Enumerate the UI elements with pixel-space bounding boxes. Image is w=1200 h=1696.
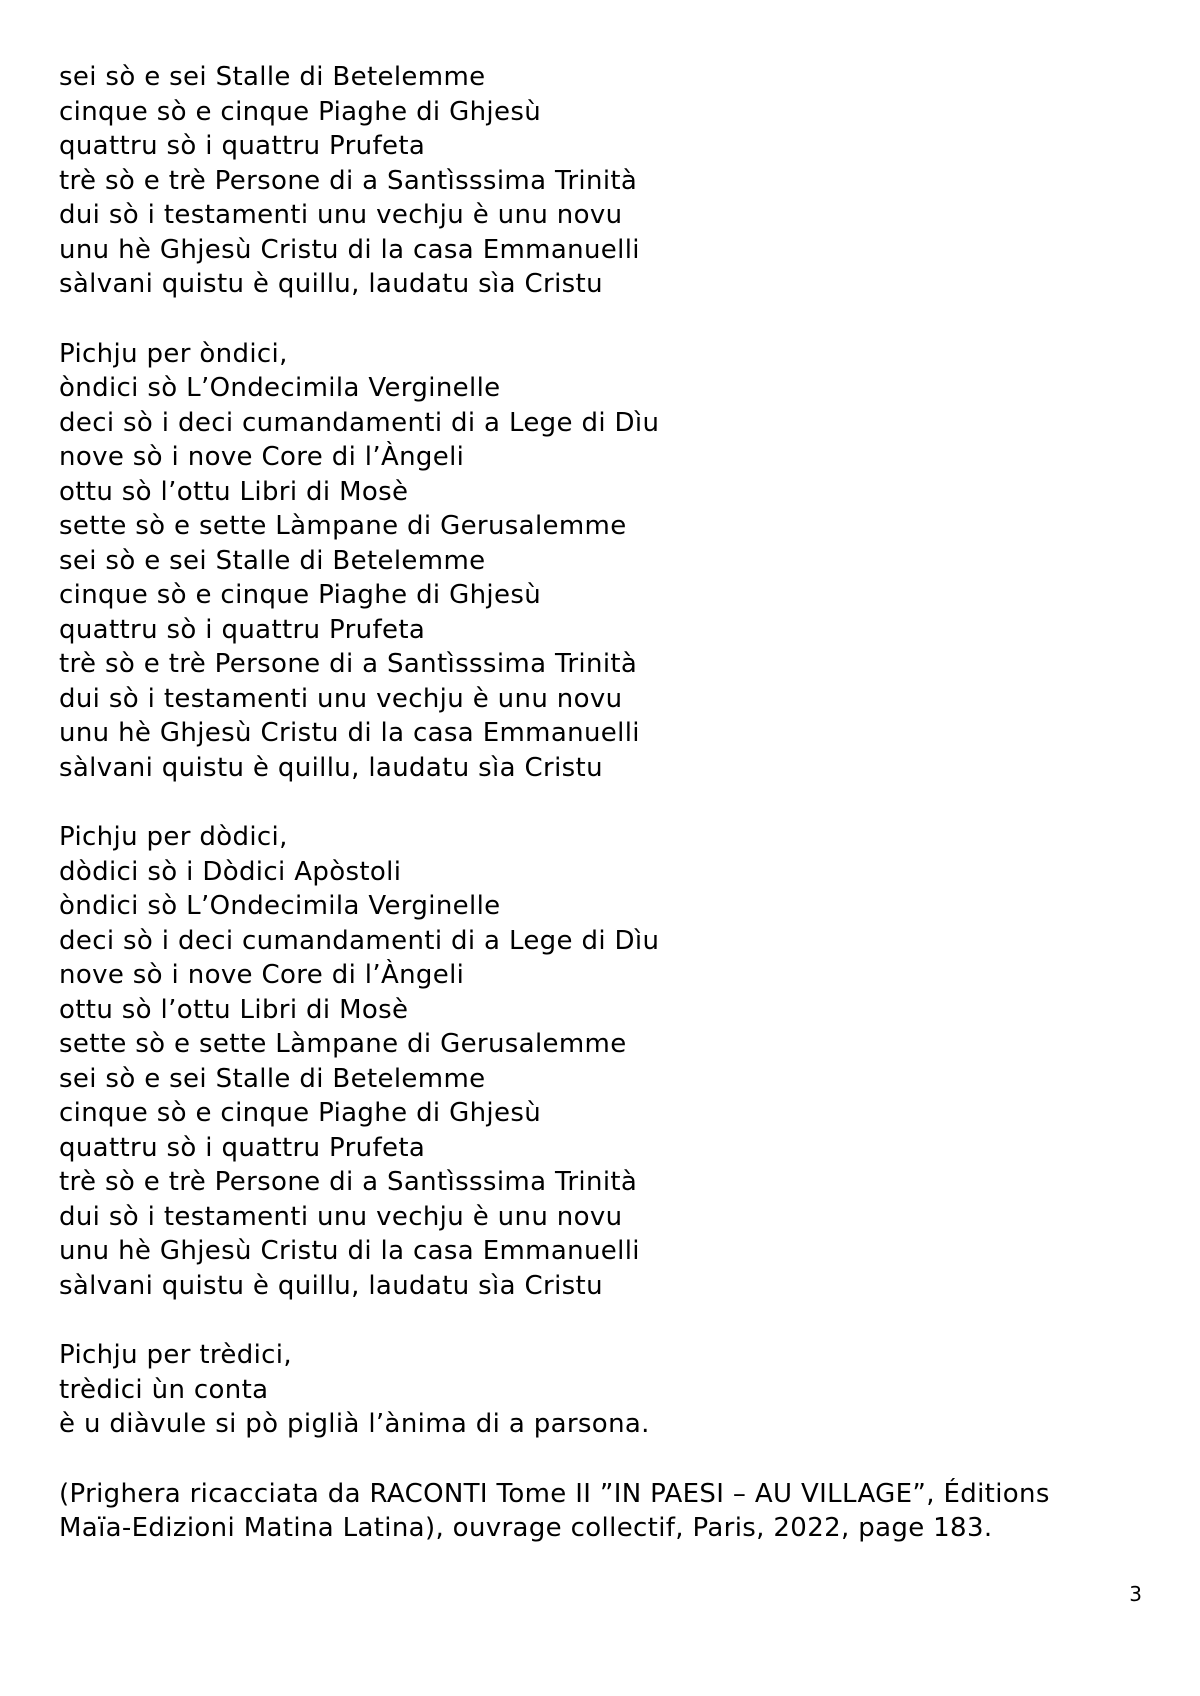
verse-line: sàlvani quistu è quillu, laudatu sìa Cristu (59, 269, 603, 299)
stanza-3 (59, 820, 1169, 1303)
citation-line: (Prighera ricacciata da RACONTI Tome II ”IN PAESI – AU VILLAGE”, Éditions (59, 1478, 1050, 1509)
verse-line: trè sò e trè Persone di a Santìsssima Trinità (59, 165, 638, 196)
verse-line: dui sò i testamenti unu vechju è unu novu (59, 683, 623, 714)
verse-line: deci sò i deci cumandamenti di a Lege di Dìu (59, 407, 660, 438)
verse-line: unu hè Ghjesù Cristu di la casa Emmanuelli (59, 718, 640, 748)
verse-line: dui sò i testamenti unu vechju è unu novu (59, 1201, 623, 1232)
verse-line: cinque sò e cinque Piaghe di Ghjesù (59, 580, 542, 610)
verse-line: unu hè Ghjesù Cristu di la casa Emmanuelli (59, 234, 640, 265)
stanza-2 (59, 337, 1169, 786)
verse-line: sette sò e sette Làmpane di Gerusalemme (59, 511, 627, 541)
verse-line: quattru sò i quattru Prufeta (59, 614, 426, 645)
verse-line: deci sò i deci cumandamenti di a Lege di Dìu (59, 925, 660, 956)
stanza-1 (59, 60, 1169, 302)
verse-line: trè sò e trè Persone di a Santìsssima Trinità (59, 649, 638, 679)
verse-line: quattru sò i quattru Prufeta (59, 1132, 426, 1163)
verse-line: nove sò i nove Core di l’Àngeli (59, 442, 465, 472)
verse-line: Pichju per dòdici, (59, 822, 288, 852)
verse-line: sei sò e sei Stalle di Betelemme (59, 1063, 486, 1094)
verse-line: trè sò e trè Persone di a Santìsssima Trinità (59, 1167, 638, 1197)
verse-line: sette sò e sette Làmpane di Gerusalemme (59, 1029, 627, 1059)
verse-line: Pichju per trèdici, (59, 1340, 292, 1370)
verse-line: sàlvani quistu è quillu, laudatu sìa Cristu (59, 1270, 603, 1301)
page-number: 3 (1129, 1582, 1142, 1606)
verse-line: ottu sò l’ottu Libri di Mosè (59, 994, 409, 1025)
verse-line: ottu sò l’ottu Libri di Mosè (59, 476, 409, 507)
verse-line: nove sò i nove Core di l’Àngeli (59, 960, 465, 990)
verse-line: Pichju per òndici, (59, 338, 288, 369)
citation-line: Maïa-Edizioni Matina Latina), ouvrage collectif, Paris, 2022, page 183. (59, 1513, 993, 1543)
document-body (59, 60, 1169, 1546)
source-citation (59, 1477, 1169, 1546)
verse-line: sàlvani quistu è quillu, laudatu sìa Cristu (59, 752, 603, 783)
verse-line: unu hè Ghjesù Cristu di la casa Emmanuelli (59, 1236, 640, 1266)
verse-line: è u diàvule si pò piglià l’ànima di a parsona. (59, 1409, 650, 1439)
verse-line: òndici sò L’Ondecimila Verginelle (59, 373, 501, 403)
verse-line: sei sò e sei Stalle di Betelemme (59, 545, 486, 576)
verse-line: dui sò i testamenti unu vechju è unu novu (59, 200, 623, 230)
verse-line: òndici sò L’Ondecimila Verginelle (59, 891, 501, 921)
verse-line: sei sò e sei Stalle di Betelemme (59, 62, 486, 92)
verse-line: cinque sò e cinque Piaghe di Ghjesù (59, 96, 542, 127)
stanza-4 (59, 1338, 1169, 1442)
verse-line: quattru sò i quattru Prufeta (59, 131, 426, 161)
verse-line: dòdici sò i Dòdici Apòstoli (59, 856, 402, 887)
verse-line: cinque sò e cinque Piaghe di Ghjesù (59, 1098, 542, 1128)
verse-line: trèdici ùn conta (59, 1374, 269, 1405)
